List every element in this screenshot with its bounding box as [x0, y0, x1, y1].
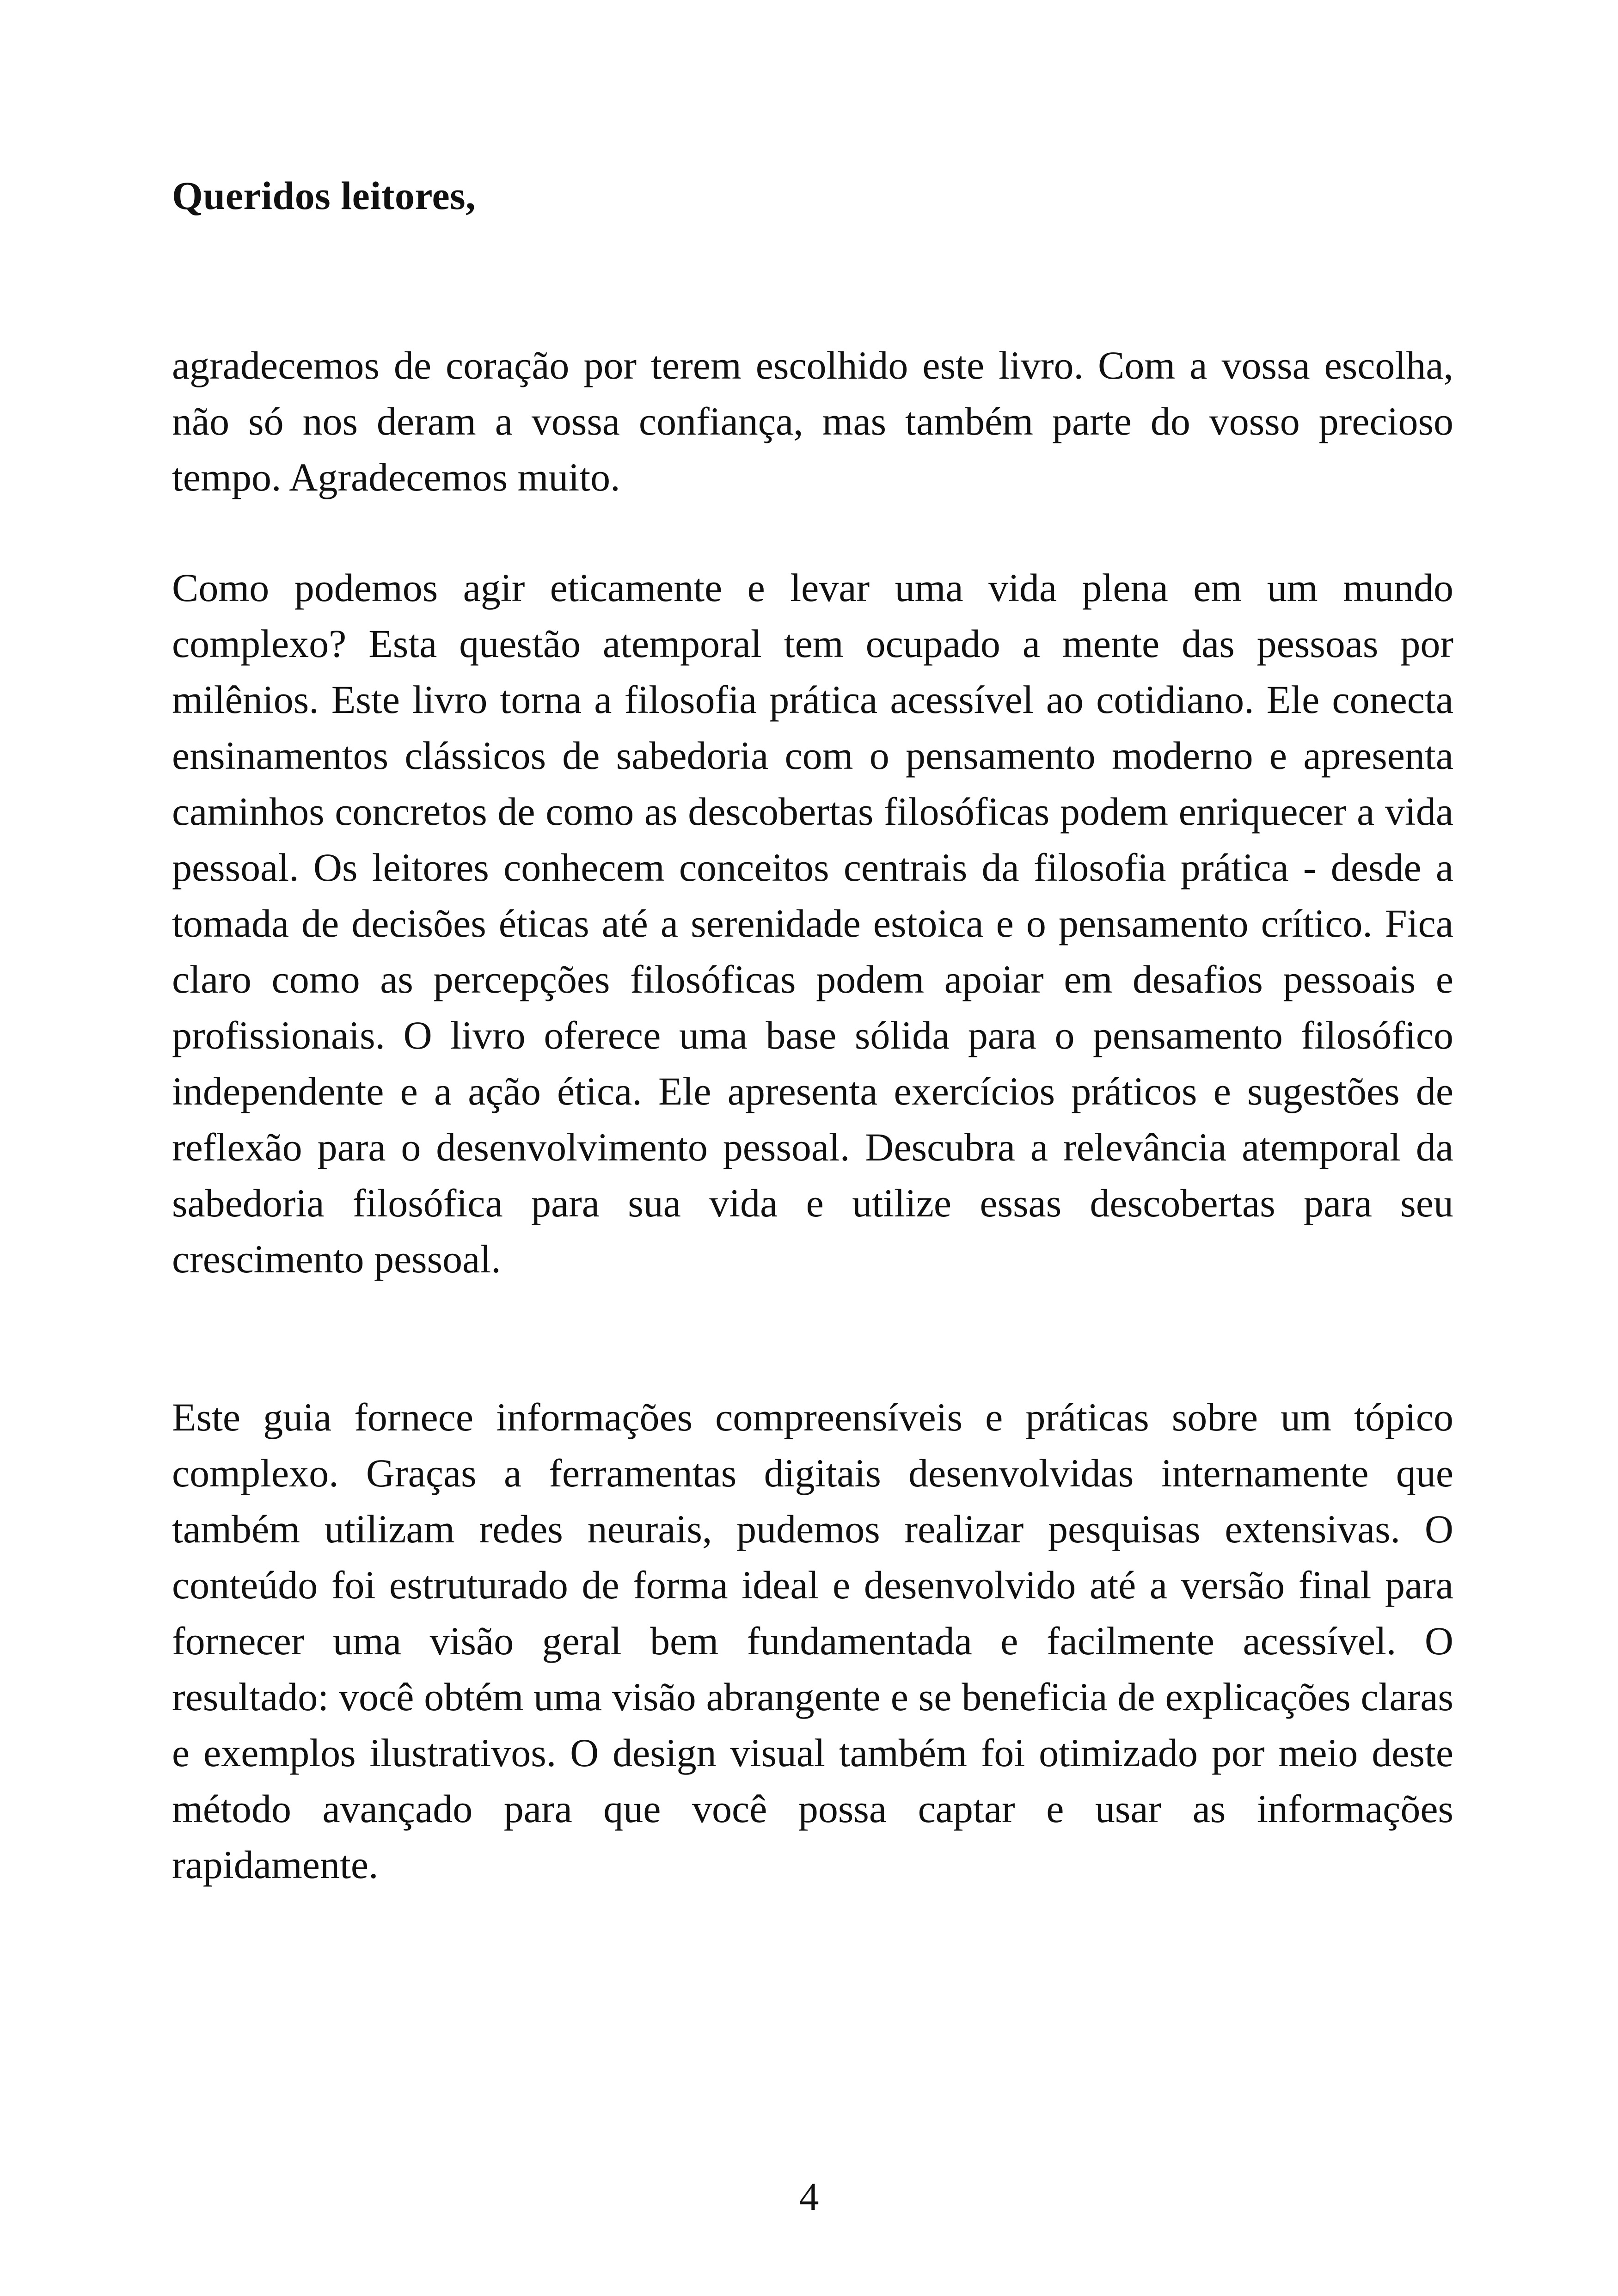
- salutation-heading: Queridos leitores,: [172, 173, 476, 218]
- paragraph-thanks: agradecemos de coração por terem escolhido este livro. Com a vossa escolha, não só nos deram a vossa confiança, mas também parte do vosso precioso tempo. Agradecemos muito.: [172, 343, 1453, 499]
- page-number: 4: [799, 2174, 819, 2219]
- paragraph-book-description: Como podemos agir eticamente e levar uma vida plena em um mundo complexo? Esta questão atemporal tem ocupado a mente das pessoas por milênios. Este livro torna a filosofia prática acessível ao cotidiano. Ele conecta ensinamentos clássicos de sabedoria com o pensamento moderno e apresenta caminhos concretos de como as descobertas filosóficas podem enriquecer a vida pessoal. Os leitores conhecem conceitos centrais da filosofia prática - desde a tomada de decisões éticas até a serenidade estoica e o pensamento crítico. Fica claro como as percepções filosóficas podem apoiar em desafios pessoais e profissionais. O livro oferece uma base sólida para o pensamento filosófico independente e a ação ética. Ele apresenta exercícios práticos e sugestões de reflexão para o desenvolvimento pessoal. Descubra a relevância atemporal da sabedoria filosófica para sua vida e utilize essas descobertas para seu crescimento pessoal.: [172, 565, 1453, 1281]
- paragraph-guide-method: Este guia fornece informações compreensíveis e práticas sobre um tópico complexo. Graças a ferramentas digitais desenvolvidas internamente que também utilizam redes neurais, pudemos realizar pesquisas extensivas. O conteúdo foi estruturado de forma ideal e desenvolvido até a versão final para fornecer uma visão geral bem fundamentada e facilmente acessível. O resultado: você obtém uma visão abrangente e se beneficia de explicações claras e exemplos ilustrativos. O design visual também foi otimizado por meio deste método avançado para que você possa captar e usar as informações rapidamente.: [172, 1395, 1453, 1887]
